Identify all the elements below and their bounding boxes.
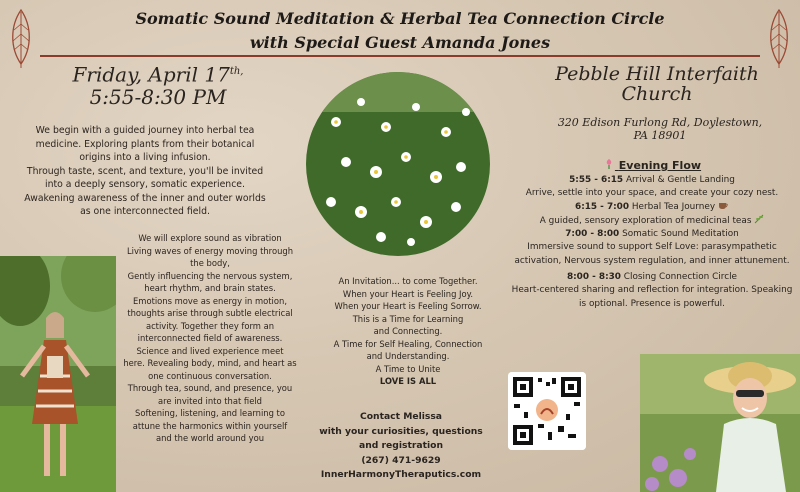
contact-line: and registration — [359, 440, 443, 451]
flow-desc: Immersive sound to support Self Love: parasympathetic activation, Nervous system regulation, and inner attunement. — [514, 242, 790, 266]
address-line: 320 Edison Furlong Rd, Doylestown, — [557, 116, 763, 129]
tulip-icon — [603, 158, 615, 170]
sound-line: the body, — [190, 258, 230, 268]
flow-time: 6:15 - 7:00 — [575, 201, 630, 212]
intro-line: into a deeply sensory, somatic experience. — [45, 179, 245, 190]
sound-line: activity. Together they form an — [145, 320, 275, 331]
guest-portrait-photo — [640, 354, 800, 492]
page-subtitle: with Special Guest Amanda Jones — [249, 33, 551, 52]
address-line: PA 18901 — [633, 129, 687, 142]
sound-line: are invited into that field — [158, 395, 262, 406]
sound-line: attune the harmonics within yourself — [132, 420, 288, 431]
sound-line: Emotions move as energy in motion, — [133, 295, 287, 306]
contact-website-link[interactable]: InnerHarmonyTheraputics.com — [320, 469, 482, 480]
sound-line: Science and lived experience meet — [136, 345, 284, 356]
sound-line: thoughts arise through subtle electrical — [127, 308, 293, 318]
sound-line: and the world around you — [155, 433, 265, 443]
event-date-suffix: th, — [229, 66, 244, 77]
sound-line: Softening, listening, and learning to — [135, 408, 285, 418]
chamomile-flowers-photo — [306, 72, 490, 256]
event-time: 5:55-8:30 PM — [89, 84, 227, 109]
flow-title: Closing Connection Circle — [623, 272, 738, 283]
contact-block — [314, 410, 488, 483]
flow-desc: Heart-centered sharing and reflection for integration. Speaking is optional. Presence is powerful. — [511, 285, 793, 309]
herb-icon — [754, 214, 764, 224]
contact-line: Contact Melissa — [359, 411, 443, 422]
flow-heading: Evening Flow — [618, 159, 702, 172]
invitation-line: and Connecting. — [373, 326, 443, 336]
tea-cup-icon — [718, 201, 729, 210]
event-date-block — [58, 62, 258, 107]
sound-line: one continuous conversation. — [148, 370, 272, 381]
sound-line: Living waves of energy moving through — [126, 245, 293, 256]
invitation-line: A Time for Self Healing, Connection — [333, 338, 483, 349]
sound-line: Gently influencing the nervous system, — [127, 270, 293, 281]
invitation-line: An Invitation... to come Together. — [338, 276, 478, 286]
venue-name — [532, 64, 782, 104]
venue-address — [540, 116, 780, 142]
contact-phone[interactable]: (267) 471-9629 — [361, 454, 441, 466]
invitation-closing: LOVE IS ALL — [379, 376, 437, 386]
invitation-line: When your Heart is Feeling Sorrow. — [334, 301, 482, 311]
flow-time: 5:55 - 6:15 — [569, 175, 624, 185]
flow-title: Somatic Sound Meditation — [622, 229, 739, 240]
evening-flow-schedule — [510, 158, 794, 311]
sound-line: interconnected field of awareness. — [137, 333, 283, 343]
flow-title: Arrival & Gentle Landing — [625, 175, 735, 185]
sound-line: here. Revealing body, mind, and heart as — [123, 358, 297, 368]
intro-line: medicine. Exploring plants from their botanical — [35, 138, 255, 150]
meditating-woman-photo — [0, 256, 116, 492]
invitation-line: A Time to Unite — [375, 363, 441, 374]
intro-line: as one interconnected field. — [80, 206, 210, 217]
sound-line: heart rhythm, and brain states. — [144, 283, 276, 293]
venue-name-line: Pebble Hill Interfaith — [555, 63, 759, 85]
flow-time: 7:00 - 8:00 — [565, 229, 620, 240]
header-divider — [40, 55, 760, 57]
intro-line: We begin with a guided journey into herbal tea — [35, 125, 255, 136]
intro-line: Through taste, scent, and texture, you'll be invited — [26, 165, 264, 177]
invitation-line: and Understanding. — [366, 351, 450, 361]
intro-line: origins into a living infusion. — [79, 152, 211, 163]
event-date: Friday, April 17 — [72, 62, 230, 87]
contact-line: with your curiosities, questions — [319, 425, 483, 437]
flow-desc: Arrive, settle into your space, and create your cozy nest. — [525, 188, 779, 199]
invitation-line: This is a Time for Learning — [352, 313, 464, 324]
page-title: Somatic Sound Meditation & Herbal Tea Connection Circle — [135, 9, 665, 28]
invitation-block — [318, 275, 498, 388]
flow-desc: A guided, sensory exploration of medicinal teas — [539, 215, 752, 226]
flow-time: 8:00 - 8:30 — [566, 272, 621, 283]
sound-paragraph — [120, 232, 300, 445]
sound-line: Through tea, sound, and presence, you — [127, 383, 293, 393]
sound-line: We will explore sound as vibration — [138, 233, 282, 243]
venue-name-line: Church — [621, 83, 693, 105]
flow-title: Herbal Tea Journey — [631, 201, 716, 212]
intro-paragraph — [14, 124, 276, 219]
qr-code[interactable] — [508, 372, 586, 450]
intro-line: Awakening awareness of the inner and outer worlds — [24, 192, 266, 204]
invitation-line: When your Heart is Feeling Joy. — [342, 288, 474, 299]
